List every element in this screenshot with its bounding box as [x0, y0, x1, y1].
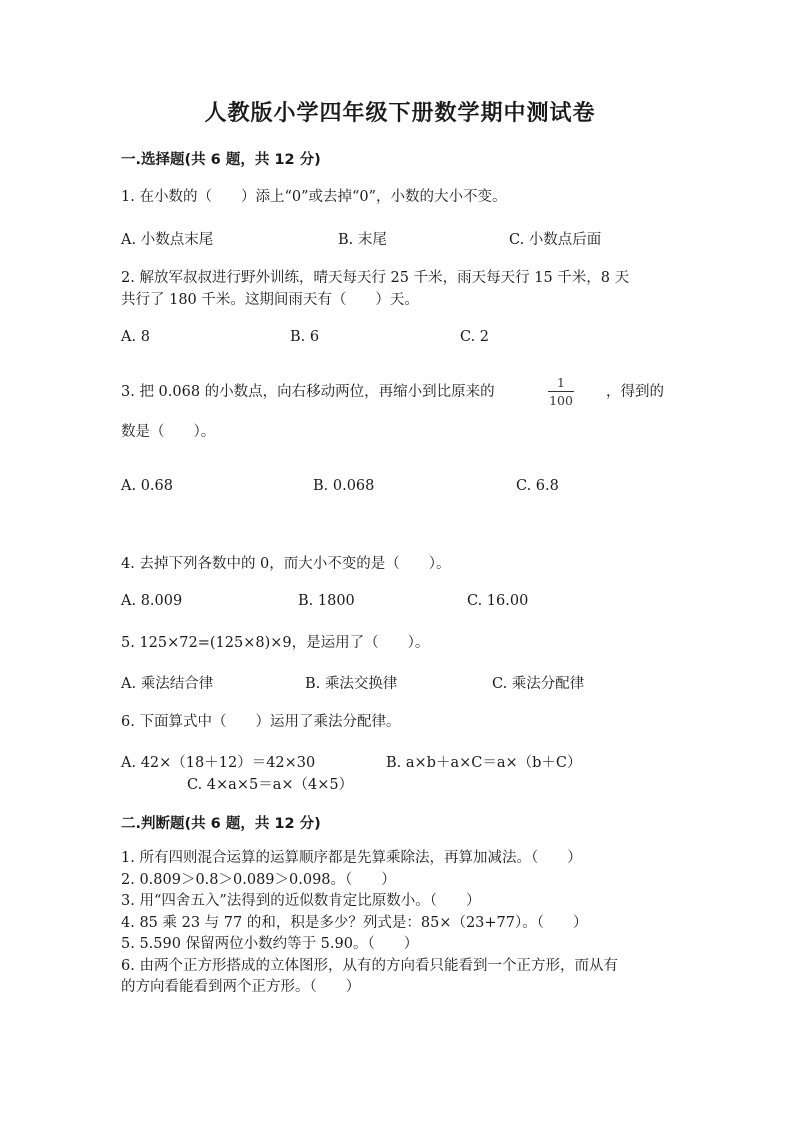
judge-item-5: 5. 5.590 保留两位小数约等于 5.90。（ ） — [121, 936, 419, 952]
question-3-stem-part1: 3. 把 0.068 的小数点，向右移动两位，再缩小到比原来的 — [121, 384, 495, 400]
question-1-stem: 1. 在小数的（ ）添上“0”或去掉“0”，小数的大小不变。 — [121, 189, 507, 205]
judge-item-2: 2. 0.809＞0.8＞0.089＞0.098。（ ） — [121, 872, 396, 888]
fraction-bar — [548, 391, 574, 392]
question-5-option-a: A. 乘法结合律 — [121, 676, 214, 692]
fraction-one-hundredth — [548, 376, 574, 408]
section-heading-judge: 二.判断题(共 6 题，共 12 分) — [121, 816, 321, 832]
question-1-option-a: A. 小数点末尾 — [121, 232, 214, 248]
question-5-option-b: B. 乘法交换律 — [305, 676, 398, 692]
question-2-option-c: C. 2 — [460, 329, 490, 345]
page-title: 人教版小学四年级下册数学期中测试卷 — [204, 101, 596, 126]
question-3-option-c: C. 6.8 — [516, 478, 559, 494]
question-3-stem-line2: 数是（ ）。 — [121, 424, 216, 440]
question-1-option-c: C. 小数点后面 — [509, 232, 602, 248]
question-4-option-a: A. 8.009 — [121, 593, 183, 609]
fraction-denominator: 100 — [549, 393, 573, 408]
question-2-stem-line1: 2. 解放军叔叔进行野外训练，晴天每天行 25 千米，雨天每天行 15 千米，8 天 — [121, 270, 630, 286]
section-heading-choice: 一.选择题(共 6 题，共 12 分) — [121, 152, 321, 168]
question-3-stem-part2: ，得到的 — [606, 384, 664, 400]
question-3-option-b: B. 0.068 — [313, 478, 375, 494]
question-1-option-b: B. 末尾 — [338, 232, 387, 248]
question-6-option-b: B. a×b＋a×C＝a×（b＋C） — [386, 755, 582, 771]
question-2-option-b: B. 6 — [290, 329, 320, 345]
fraction-numerator: 1 — [557, 375, 565, 390]
question-5-option-c: C. 乘法分配律 — [492, 676, 585, 692]
question-6-option-c: C. 4×a×5＝a×（4×5） — [187, 777, 354, 793]
question-2-stem-line2: 共行了 180 千米。这期间雨天有（ ）天。 — [121, 292, 419, 308]
question-6-stem: 6. 下面算式中（ ）运用了乘法分配律。 — [121, 714, 401, 730]
question-4-option-b: B. 1800 — [298, 593, 355, 609]
question-4-option-c: C. 16.00 — [467, 593, 529, 609]
judge-item-3: 3. 用“四舍五入”法得到的近似数肯定比原数小。（ ） — [121, 893, 481, 909]
judge-item-6-line1: 6. 由两个正方形搭成的立体图形，从有的方向看只能看到一个正方形，而从有 — [121, 958, 618, 974]
judge-item-1: 1. 所有四则混合运算的运算顺序都是先算乘除法，再算加减法。（ ） — [121, 850, 582, 866]
judge-item-4: 4. 85 乘 23 与 77 的和，积是多少？列式是：85×（23+77）。（ ） — [121, 915, 588, 931]
question-2-option-a: A. 8 — [121, 329, 150, 345]
question-4-stem: 4. 去掉下列各数中的 0，而大小不变的是（ ）。 — [121, 556, 451, 572]
judge-item-6-line2: 的方向看能看到两个正方形。（ ） — [121, 979, 361, 995]
question-5-stem: 5. 125×72=(125×8)×9，是运用了（ ）。 — [121, 635, 430, 651]
question-6-option-a: A. 42×（18＋12）＝42×30 — [121, 755, 316, 771]
question-3-option-a: A. 0.68 — [121, 478, 173, 494]
